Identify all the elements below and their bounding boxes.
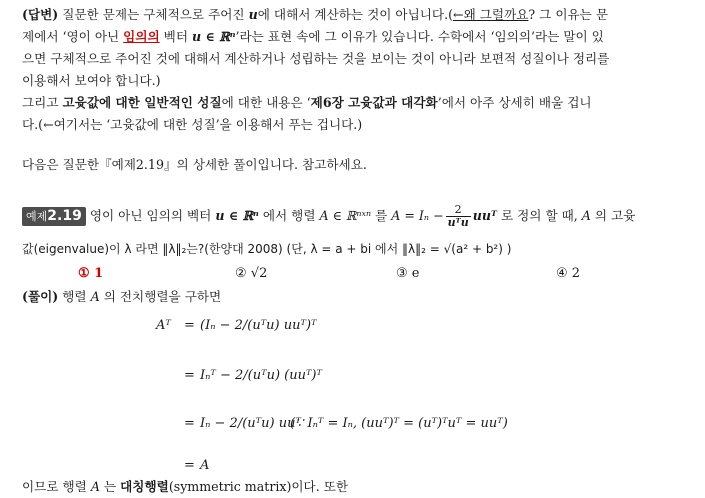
solution-label: (풀이) <box>22 289 59 304</box>
eq3-note: (∵ Iₙᵀ = Iₙ, (uuᵀ)ᵀ = (uᵀ)ᵀuᵀ = uuᵀ) <box>290 416 508 431</box>
eq4-equals: = <box>184 458 195 473</box>
option-1[interactable]: ① 1 <box>78 266 104 281</box>
example-line-2: 값(eigenvalue)이 λ 라면 ‖λ‖₂는?(한양대 2008) (단, λ = a + bi 에서 ‖λ‖₂ = √(a² + b²) ) <box>22 242 512 256</box>
answer-line-3: 으면 구체적으로 주어진 것에 대해서 계산하거나 성립하는 것을 보이는 것이 아니라 보편적 성질이나 정리를 <box>22 51 610 66</box>
arbitrary-emphasis: 임의의 <box>123 29 160 44</box>
answer-line-4: 이용해서 보여야 합니다.) <box>22 73 161 88</box>
eq3-equals: = <box>184 416 195 431</box>
answer-label: (답변) <box>22 7 59 22</box>
option-4[interactable]: ④ 2 <box>556 266 581 281</box>
conclusion: 이므로 행렬 A 는 대칭행렬(symmetric matrix)이다. 또한 <box>22 479 349 494</box>
answer-line-1: (답변) 질문한 문제는 구체적으로 주어진 u에 대해서 계산하는 것이 아닙니다.(←왜 그럴까요? 그 이유는 문 <box>22 7 608 22</box>
why-link[interactable]: ←왜 그럴까요 <box>453 7 529 22</box>
eq2-equals: = <box>184 368 195 383</box>
example-line-1: 예제2.19 영이 아닌 임의의 벡터 u ∈ ℝⁿ 에서 행렬 A ∈ ℝⁿˣⁿ 를 A = Iₙ − $\frac{2}{\text{uᵀu}}$ uuᵀ 로 정의 할 때, A 의 고윳 <box>22 204 635 229</box>
solution-intro: (풀이) 행렬 A 의 전치행렬을 구하면 <box>22 289 222 304</box>
eq2-rhs: Iₙᵀ − 2/(uᵀu) (uuᵀ)ᵀ <box>200 368 322 383</box>
answer-line-7: 다음은 질문한『예제2.19』의 상세한 풀이입니다. 참고하세요. <box>22 157 367 172</box>
fraction: $\frac{2}{\text{uᵀu}}$ <box>447 203 469 229</box>
answer-line-5: 그리고 고윳값에 대한 일반적인 성질에 대한 내용은 ‘제6장 고윳값과 대각화’에서 아주 상세히 배울 겁니 <box>22 95 592 110</box>
eq1-rhs: (Iₙ − 2/(uᵀu) uuᵀ)ᵀ <box>200 318 317 333</box>
example-badge: 예제2.19 <box>22 207 86 226</box>
answer-line-6: 다.(←여기서는 ‘고윳값에 대한 성질’을 이용해서 푸는 겁니다.) <box>22 117 363 132</box>
eq1-lhs: Aᵀ <box>156 318 171 333</box>
eq1-equals: = <box>184 318 195 333</box>
eq4-rhs: A <box>200 458 210 473</box>
option-2[interactable]: ② √2 <box>235 266 268 281</box>
answer-line-2: 제에서 ‘영이 아닌 임의의 벡터 u ∈ ℝⁿ’라는 표현 속에 그 이유가 있습니다. 수학에서 ‘임의의’라는 말이 있 <box>22 29 604 44</box>
option-3[interactable]: ③ e <box>396 266 420 281</box>
eq3-rhs: Iₙ − 2/(uᵀu) uuᵀ <box>200 416 301 431</box>
